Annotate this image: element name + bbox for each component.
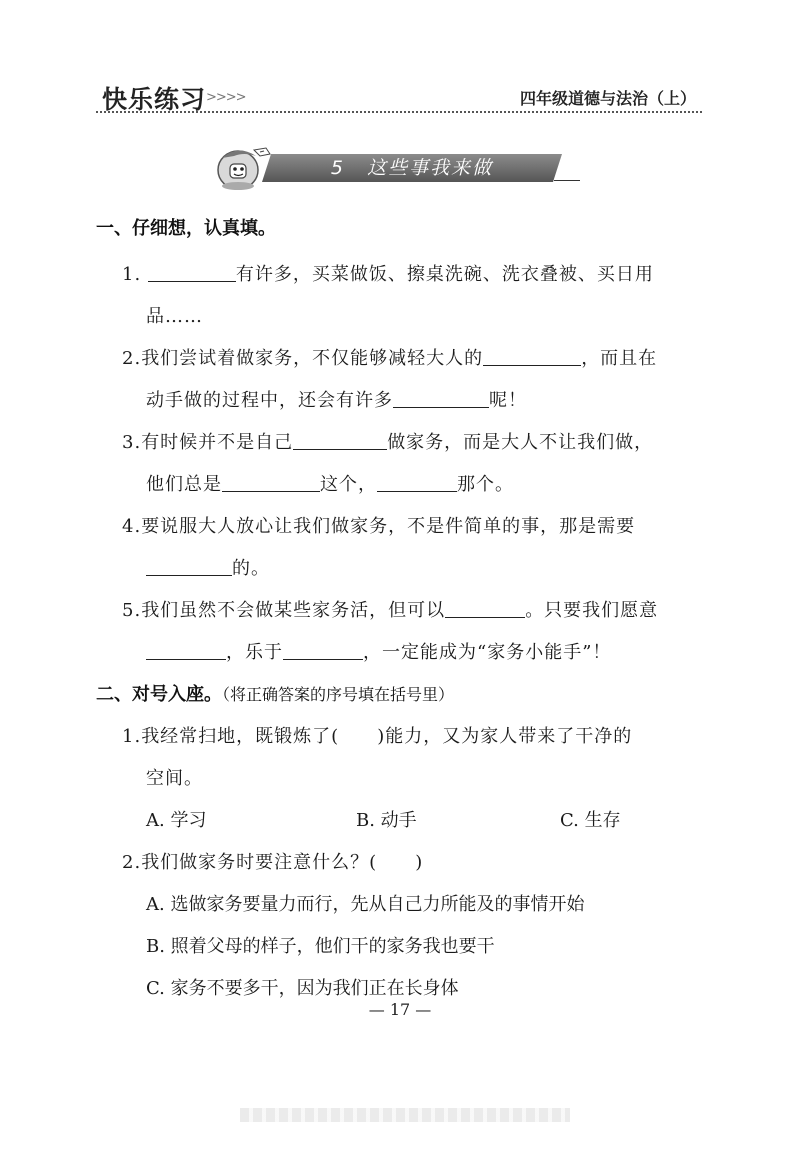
- q4-blank[interactable]: [146, 557, 232, 576]
- q3-blank-2[interactable]: [222, 473, 320, 492]
- q3-line1: 3.有时候并不是自己 做家务，而是大人不让我们做，: [122, 432, 654, 453]
- q3-line2: 他们总是 这个， 那个。: [146, 474, 514, 495]
- q2-line2: 动手做的过程中，还会有许多 呢！: [146, 390, 527, 411]
- s2-q2-number: 2.: [122, 852, 142, 873]
- q1-blank[interactable]: [148, 263, 236, 282]
- page-header: [96, 70, 702, 114]
- page-number: — 17 —: [368, 1000, 432, 1019]
- q3-blank-3[interactable]: [377, 473, 457, 492]
- section2-note: （将正确答案的序号填在括号里）: [222, 685, 455, 704]
- s2-q1-line2: 空间。: [146, 768, 203, 789]
- q1-text: 有许多，买菜做饭、擦桌洗碗、洗衣叠被、买日用: [235, 264, 654, 285]
- q5-blank-1[interactable]: [445, 599, 525, 618]
- s2-q2-line1: 2.我们做家务时要注意什么？( ): [122, 852, 424, 873]
- q4-number: 4.: [122, 516, 142, 537]
- s2-q1-option-c[interactable]: C. 生存: [560, 810, 621, 831]
- q2-blank-2[interactable]: [393, 389, 489, 408]
- lesson-banner: [214, 142, 580, 192]
- lesson-number: 5: [330, 157, 346, 179]
- q2-line1: 2.我们尝试着做家务，不仅能够减轻大人的 ，而且在: [122, 348, 658, 369]
- s2-q1-option-a[interactable]: A. 学习: [146, 810, 207, 831]
- q5-blank-3[interactable]: [283, 641, 363, 660]
- lesson-name: 这些事我来做: [367, 157, 494, 179]
- footer-faint-text: [240, 1108, 570, 1122]
- q3-number: 3.: [122, 432, 142, 453]
- brand-arrows: >>>>: [206, 90, 246, 105]
- s2-q1-option-b[interactable]: B. 动手: [356, 810, 417, 831]
- q2-blank-1[interactable]: [483, 347, 581, 366]
- s2-q2-option-c[interactable]: C. 家务不要多干，因为我们正在长身体: [146, 978, 459, 999]
- q5-line1: 5.我们虽然不会做某些家务活，但可以 。只要我们愿意: [122, 600, 659, 621]
- q1-line1: [122, 260, 654, 286]
- q3-blank-1[interactable]: [293, 431, 387, 450]
- header-divider: [96, 111, 702, 113]
- q4-line1: 4.要说服大人放心让我们做家务，不是件简单的事，那是需要: [122, 516, 636, 537]
- book-title: 四年级道德与法治（上）: [519, 89, 696, 108]
- section2-heading: 二、对号入座。（将正确答案的序号填在括号里）: [96, 684, 455, 705]
- q2-number: 2.: [122, 348, 142, 369]
- q1-line2: 品……: [146, 306, 203, 327]
- lesson-title: [262, 154, 562, 182]
- q5-line2: ，乐于 ，一定能成为“家务小能手”！: [146, 638, 611, 664]
- s2-q1-line1: 1.我经常扫地，既锻炼了( )能力，又为家人带来了干净的: [122, 726, 633, 747]
- s2-q2-option-a[interactable]: A. 选做家务要量力而行，先从自己力所能及的事情开始: [146, 894, 585, 915]
- s2-q1-number: 1.: [122, 726, 142, 747]
- section1-heading: 一、仔细想，认真填。: [96, 218, 276, 239]
- q5-blank-2[interactable]: [146, 641, 226, 660]
- q5-number: 5.: [122, 600, 142, 621]
- brand-title: 快乐练习: [102, 85, 207, 114]
- s2-q2-option-b[interactable]: B. 照着父母的样子，他们干的家务我也要干: [146, 936, 495, 957]
- banner-underline: [554, 180, 580, 181]
- q1-number: 1.: [122, 264, 142, 285]
- q4-line2: 的。: [146, 554, 270, 580]
